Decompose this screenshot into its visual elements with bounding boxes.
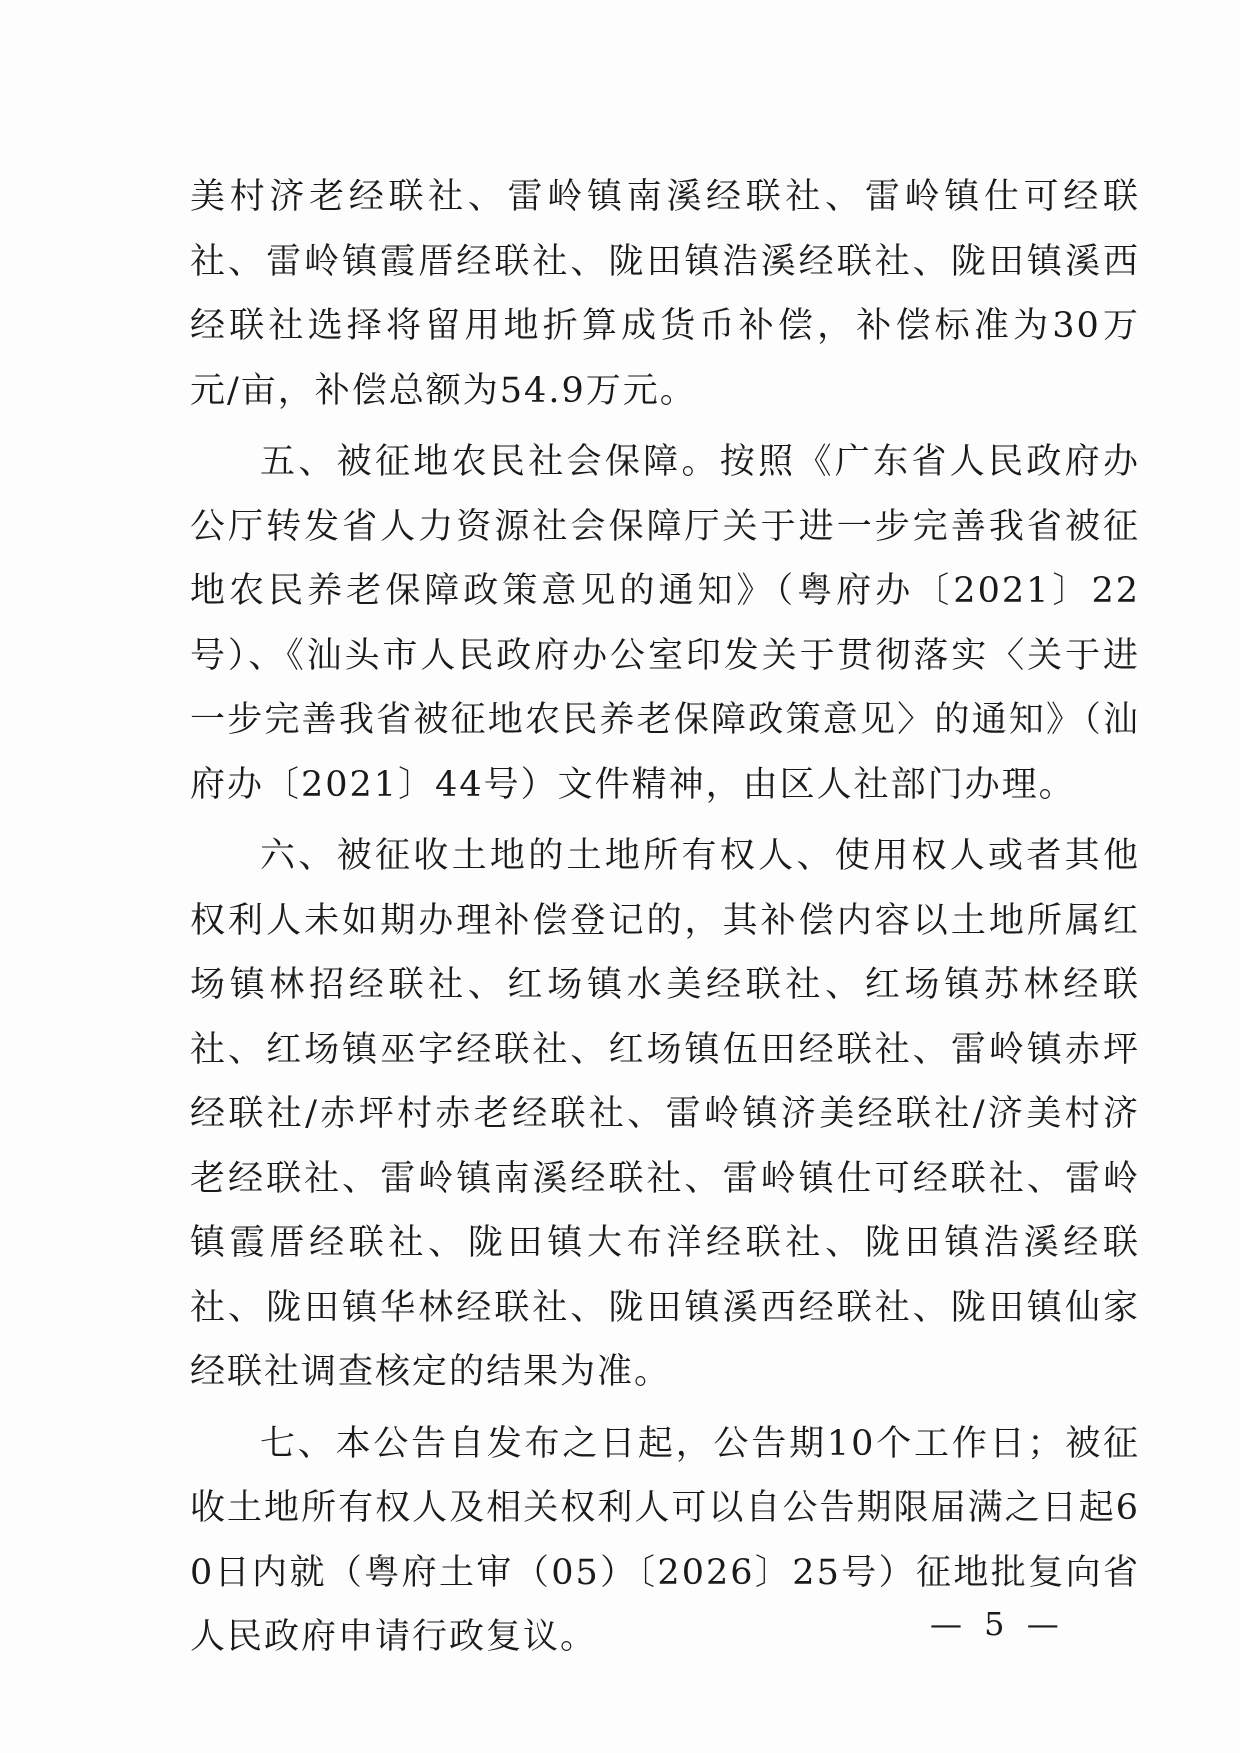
document-body bbox=[190, 165, 1140, 1677]
page-number: — 5 — bbox=[930, 1605, 1065, 1643]
paragraph-section-7: 七、本公告自发布之日起，公告期10个工作日；被征收土地所有权人及相关权利人可以自公告期限届满之日起60日内就（粤府土审（05）〔2026〕25号）征地批复向省人民政府申请行政复议。 bbox=[190, 1423, 1140, 1657]
paragraph-section-5: 五、被征地农民社会保障。按照《广东省人民政府办公厅转发省人力资源社会保障厅关于进一步完善我省被征地农民养老保障政策意见的通知》（粤府办〔2021〕22号）、《汕头市人民政府办公室印发关于贯彻落实〈关于进一步完善我省被征地农民养老保障政策意见〉的通知》（汕府办〔2021〕44号）文件精神，由区人社部门办理。 bbox=[190, 442, 1140, 805]
paragraph-section-6: 六、被征收土地的土地所有权人、使用权人或者其他权利人未如期办理补偿登记的，其补偿内容以土地所属红场镇林招经联社、红场镇水美经联社、红场镇苏林经联社、红场镇巫字经联社、红场镇伍田经联社、雷岭镇赤坪经联社/赤坪村赤老经联社、雷岭镇济美经联社/济美村济老经联社、雷岭镇南溪经联社、雷岭镇仕可经联社、雷岭镇霞厝经联社、陇田镇大布洋经联社、陇田镇浩溪经联社、陇田镇华林经联社、陇田镇溪西经联社、陇田镇仙家经联社调查核定的结果为准。 bbox=[190, 836, 1140, 1392]
paragraph-continuation: 美村济老经联社、雷岭镇南溪经联社、雷岭镇仕可经联社、雷岭镇霞厝经联社、陇田镇浩溪经联社、陇田镇溪西经联社选择将留用地折算成货币补偿，补偿标准为30万元/亩，补偿总额为54.9万元。 bbox=[190, 177, 1140, 411]
